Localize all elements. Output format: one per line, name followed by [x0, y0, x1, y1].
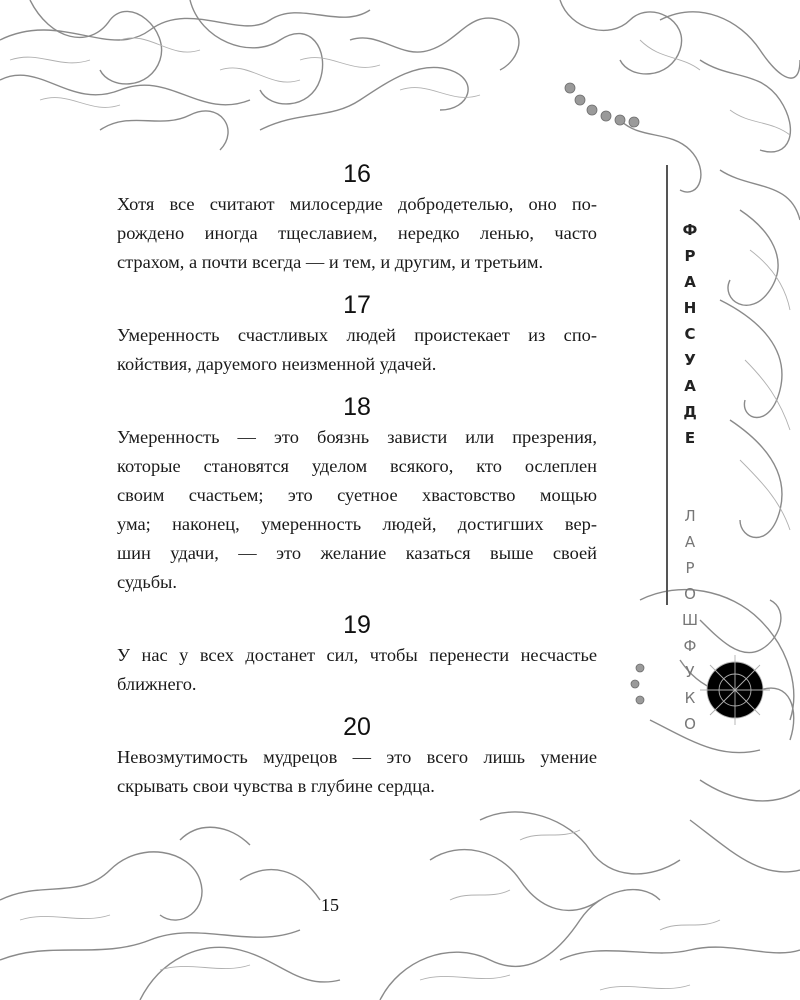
text-line: Умеренность — это боязнь зависти или презрения, — [117, 427, 597, 447]
maxim-text — [117, 321, 597, 379]
text-line: ближнего. — [117, 674, 197, 694]
maxim-20 — [117, 713, 597, 801]
running-head-author — [682, 165, 702, 763]
maxim-17 — [117, 291, 597, 379]
text-line: страхом, а почти всегда — и тем, и другим, и третьим. — [117, 252, 544, 272]
author-first-name: ФРАНСУА ДЕ — [682, 221, 702, 447]
maxims-list — [117, 160, 597, 815]
page-number: 15 — [321, 895, 339, 915]
text-line: Невозмутимость мудрецов — это всего лишь умение — [117, 747, 597, 767]
maxim-text — [117, 423, 597, 597]
text-line: шин удачи, — это желание казаться выше своей — [117, 543, 597, 563]
text-line: судьбы. — [117, 572, 178, 592]
maxim-16 — [117, 160, 597, 277]
maxim-number: 16 — [343, 160, 371, 188]
maxim-number: 17 — [343, 291, 371, 319]
running-head — [672, 165, 702, 733]
maxim-text — [117, 641, 597, 699]
text-line: Хотя все считают милосердие добродетелью, оно по- — [117, 194, 597, 214]
text-line: рождено иногда тщеславием, нередко ленью, часто — [117, 223, 597, 243]
maxim-19 — [117, 611, 597, 699]
maxim-number: 20 — [343, 713, 371, 741]
maxim-number: 19 — [343, 611, 371, 639]
text-line: своим счастьем; это суетное хвастовство мощью — [117, 485, 597, 505]
text-line: У нас у всех достанет сил, чтобы перенести несчастье — [117, 645, 597, 665]
text-line: скрывать свои чувства в глубине сердца. — [117, 776, 435, 796]
text-line: которые становятся уделом всякого, кто ослеплен — [117, 456, 597, 476]
maxim-18 — [117, 393, 597, 597]
maxim-text — [117, 743, 597, 801]
author-last-name: ЛАРОШФУКО — [682, 507, 699, 733]
text-line: ума; наконец, умеренность людей, достигших вер- — [117, 514, 597, 534]
maxim-text — [117, 190, 597, 277]
text-line: Умеренность счастливых людей проистекает из спо- — [117, 325, 597, 345]
text-line: койствия, даруемого неизменной удачей. — [117, 354, 437, 374]
running-head-rule — [666, 165, 668, 605]
maxim-number: 18 — [343, 393, 371, 421]
